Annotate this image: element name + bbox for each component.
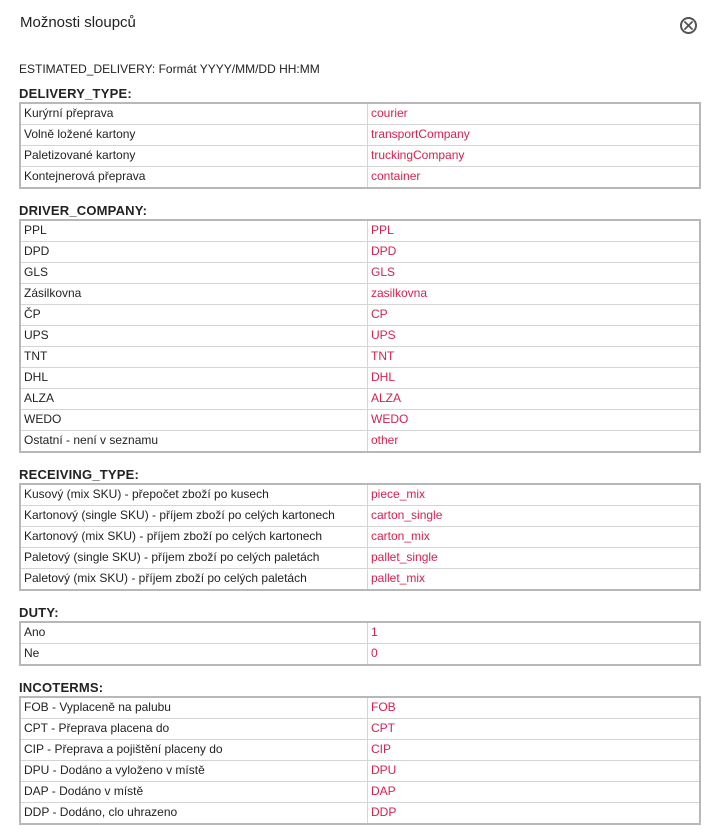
- table-row: [20, 125, 700, 146]
- section-driver-company: [19, 203, 701, 453]
- option-code: pallet_single: [368, 548, 701, 569]
- table-row: [20, 146, 700, 167]
- option-label: DHL: [20, 368, 368, 389]
- option-code: carton_mix: [368, 527, 701, 548]
- table-row: [20, 431, 700, 453]
- table-row: [20, 740, 700, 761]
- option-label: Ne: [20, 644, 368, 666]
- table-row: [20, 368, 700, 389]
- option-label: DPD: [20, 242, 368, 263]
- option-label: WEDO: [20, 410, 368, 431]
- close-button[interactable]: [680, 17, 697, 34]
- option-label: DPU - Dodáno a vyloženo v místě: [20, 761, 368, 782]
- options-table: [19, 102, 701, 189]
- option-code: DAP: [368, 782, 701, 803]
- option-code: PPL: [368, 220, 701, 242]
- option-code: DPD: [368, 242, 701, 263]
- option-code: transportCompany: [368, 125, 701, 146]
- option-code: ALZA: [368, 389, 701, 410]
- option-code: WEDO: [368, 410, 701, 431]
- option-label: Ano: [20, 622, 368, 644]
- option-code: zasilkovna: [368, 284, 701, 305]
- table-row: [20, 719, 700, 740]
- estimated-delivery-format: ESTIMATED_DELIVERY: Formát YYYY/MM/DD HH:MM: [19, 62, 320, 76]
- section-delivery-type: [19, 86, 701, 189]
- section-duty: [19, 605, 701, 666]
- table-row: [20, 103, 700, 125]
- table-row: [20, 484, 700, 506]
- option-code: container: [368, 167, 701, 189]
- option-label: Paletizované kartony: [20, 146, 368, 167]
- option-label: Kontejnerová přeprava: [20, 167, 368, 189]
- option-label: TNT: [20, 347, 368, 368]
- option-label: FOB - Vyplaceně na palubu: [20, 697, 368, 719]
- option-code: carton_single: [368, 506, 701, 527]
- option-code: CP: [368, 305, 701, 326]
- option-code: 1: [368, 622, 701, 644]
- table-row: [20, 803, 700, 825]
- option-label: Paletový (mix SKU) - příjem zboží po celých paletách: [20, 569, 368, 591]
- option-label: UPS: [20, 326, 368, 347]
- option-label: DDP - Dodáno, clo uhrazeno: [20, 803, 368, 825]
- table-row: [20, 506, 700, 527]
- option-label: Kusový (mix SKU) - přepočet zboží po kusech: [20, 484, 368, 506]
- table-row: [20, 389, 700, 410]
- option-label: GLS: [20, 263, 368, 284]
- option-code: courier: [368, 103, 701, 125]
- option-code: truckingCompany: [368, 146, 701, 167]
- table-row: [20, 644, 700, 666]
- option-code: CPT: [368, 719, 701, 740]
- table-row: [20, 569, 700, 591]
- column-options-content: [19, 62, 701, 839]
- table-row: [20, 305, 700, 326]
- option-label: Paletový (single SKU) - příjem zboží po celých paletách: [20, 548, 368, 569]
- option-code: piece_mix: [368, 484, 701, 506]
- option-label: PPL: [20, 220, 368, 242]
- table-row: [20, 548, 700, 569]
- option-code: other: [368, 431, 701, 453]
- modal-title: Možnosti sloupců: [20, 14, 136, 31]
- section-receiving-type: [19, 467, 701, 591]
- table-row: [20, 761, 700, 782]
- table-row: [20, 167, 700, 189]
- close-icon: [684, 21, 693, 30]
- option-label: Ostatní - není v seznamu: [20, 431, 368, 453]
- section-title: RECEIVING_TYPE:: [19, 467, 140, 482]
- option-label: Kurýrní přeprava: [20, 103, 368, 125]
- section-title: DUTY:: [19, 605, 59, 620]
- options-table: [19, 696, 701, 825]
- option-label: DAP - Dodáno v místě: [20, 782, 368, 803]
- option-code: DPU: [368, 761, 701, 782]
- option-code: CIP: [368, 740, 701, 761]
- option-code: GLS: [368, 263, 701, 284]
- option-code: DDP: [368, 803, 701, 825]
- table-row: [20, 263, 700, 284]
- option-label: Kartonový (mix SKU) - příjem zboží po celých kartonech: [20, 527, 368, 548]
- section-title: DELIVERY_TYPE:: [19, 86, 132, 101]
- option-code: 0: [368, 644, 701, 666]
- option-label: Zásilkovna: [20, 284, 368, 305]
- table-row: [20, 782, 700, 803]
- options-table: [19, 483, 701, 591]
- table-row: [20, 220, 700, 242]
- table-row: [20, 242, 700, 263]
- table-row: [20, 410, 700, 431]
- section-title: DRIVER_COMPANY:: [19, 203, 148, 218]
- table-row: [20, 347, 700, 368]
- option-code: UPS: [368, 326, 701, 347]
- section-incoterms: [19, 680, 701, 825]
- option-label: ČP: [20, 305, 368, 326]
- table-row: [20, 622, 700, 644]
- option-label: CIP - Přeprava a pojištění placeny do: [20, 740, 368, 761]
- option-code: TNT: [368, 347, 701, 368]
- options-table: [19, 219, 701, 453]
- option-label: ALZA: [20, 389, 368, 410]
- table-row: [20, 527, 700, 548]
- options-table: [19, 621, 701, 666]
- section-title: INCOTERMS:: [19, 680, 104, 695]
- option-label: Kartonový (single SKU) - příjem zboží po celých kartonech: [20, 506, 368, 527]
- option-code: FOB: [368, 697, 701, 719]
- option-code: pallet_mix: [368, 569, 701, 591]
- option-label: Volně ložené kartony: [20, 125, 368, 146]
- table-row: [20, 284, 700, 305]
- table-row: [20, 326, 700, 347]
- table-row: [20, 697, 700, 719]
- option-label: CPT - Přeprava placena do: [20, 719, 368, 740]
- option-code: DHL: [368, 368, 701, 389]
